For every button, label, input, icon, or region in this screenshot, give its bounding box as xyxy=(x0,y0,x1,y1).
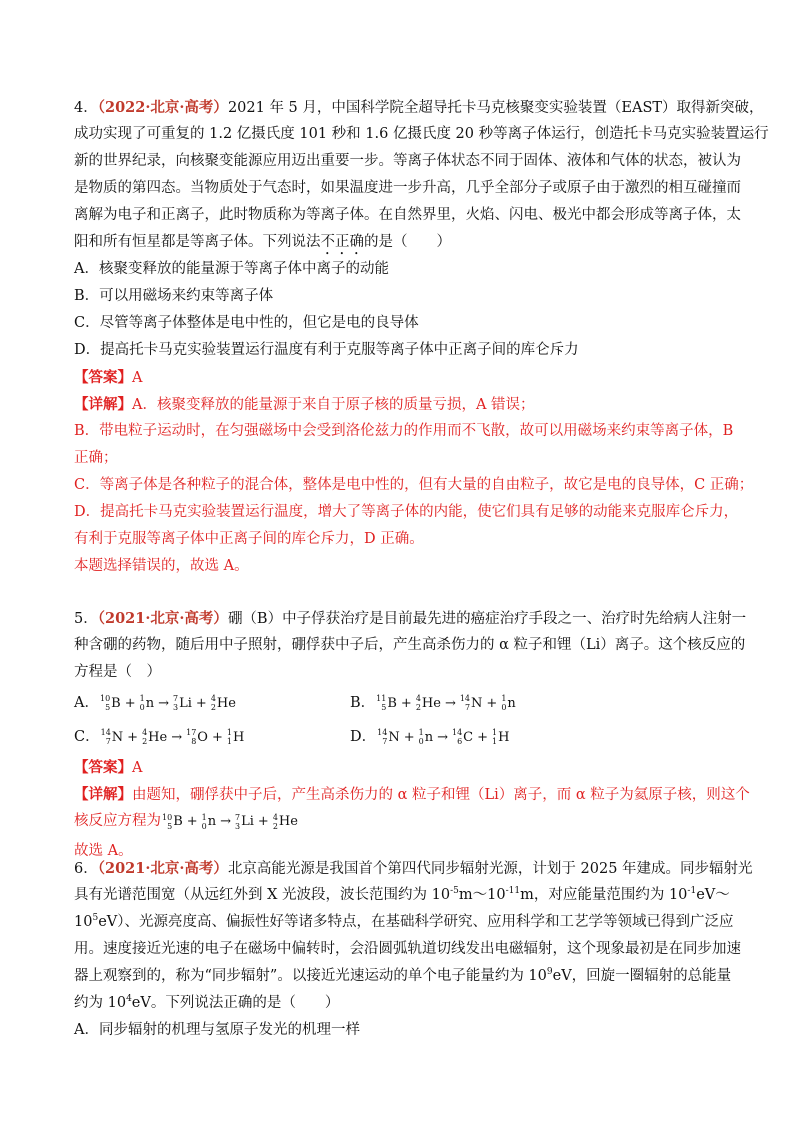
question-4 xyxy=(74,94,769,580)
q6-exponent: 9 xyxy=(546,967,553,978)
q4-source: （2022·北京·高考） xyxy=(97,99,228,116)
q6-exponent: 5 xyxy=(92,913,99,924)
nuclide: 4 2 He xyxy=(415,694,441,712)
q6-source: （2021·北京·高考） xyxy=(97,860,228,877)
nuclide: 7 3 Li xyxy=(235,812,254,831)
q5-detail-line: 故选 A。 xyxy=(74,843,133,859)
question-5 xyxy=(74,605,750,865)
q5-option-d xyxy=(350,724,626,751)
nuclide: 1 0 n xyxy=(418,728,434,746)
q6-text: 约为 10 xyxy=(74,995,127,1011)
q5-number: 5． xyxy=(74,611,98,627)
option-label: A． xyxy=(74,694,99,711)
q4-option-c: C．尽管等离子体整体是电中性的，但它是电的良导体 xyxy=(74,315,419,331)
q4-option-b: B．可以用磁场来约束等离子体 xyxy=(74,288,274,304)
answer-value: A xyxy=(132,760,143,776)
reaction-arrow-icon: → xyxy=(171,729,183,745)
nuclide: 14 7 N xyxy=(100,728,124,746)
q6-text: eV）、光源亮度高、偏振性好等诸多特点，在基础科学研究、应用科学和工艺学等领域已得到广泛应 xyxy=(98,914,734,930)
q6-text: eV，回旋一圈辐射的总能量 xyxy=(552,968,732,984)
q5-answer xyxy=(74,754,726,781)
q5-stem-line xyxy=(74,605,747,632)
option-label: D． xyxy=(350,728,377,745)
q5-option-b xyxy=(350,690,626,717)
q4-option-a: A．核聚变释放的能量源于等离子体中离子的动能 xyxy=(74,261,389,277)
detail-tag: 【详解】 xyxy=(74,396,132,413)
q4-detail-line: D．提高托卡马克实验装置运行温度，增大了等离子体的内能，使它们具有足够的动能来克服库仑斥力， xyxy=(74,504,739,520)
q5-detail-line xyxy=(74,781,750,808)
q6-stem-line xyxy=(74,963,732,990)
q6-stem-line xyxy=(74,909,734,936)
nuclide: 4 2 He xyxy=(210,694,236,712)
q6-option-a: A．同步辐射的机理与氢原子发光的机理一样 xyxy=(74,1022,360,1038)
q5-option-c xyxy=(74,724,350,751)
q4-stem-last-post: 的是（ ） xyxy=(364,234,451,250)
plus-sign: + xyxy=(486,695,498,711)
q4-emphasis: 不正确 xyxy=(320,234,364,250)
nuclide: 14 7 N xyxy=(459,694,483,712)
q4-detail-line: 本题选择错误的，故选 A。 xyxy=(74,558,249,574)
plus-sign: + xyxy=(186,814,198,829)
reaction-arrow-icon: → xyxy=(437,729,448,745)
q6-exponent: -11 xyxy=(505,886,521,897)
answer-value: A xyxy=(132,370,143,386)
q6-stem-line xyxy=(74,990,726,1017)
q4-stem-last-pre: 阳和所有恒星都是等离子体。下列说法 xyxy=(74,234,321,250)
reaction-arrow-icon: → xyxy=(158,695,170,711)
detail-tag: 【详解】 xyxy=(74,786,132,803)
plus-sign: + xyxy=(195,695,207,711)
q4-answer xyxy=(74,364,726,391)
plus-sign: + xyxy=(403,729,415,745)
nuclide: 14 6 C xyxy=(451,728,474,746)
nuclide: 11 5 B xyxy=(376,694,397,712)
option-label: C． xyxy=(74,728,100,745)
nuclide: 1 0 n xyxy=(139,694,155,712)
option-label: B． xyxy=(350,694,376,711)
q5-detail-text: 由题知，硼俘获中子后，产生高杀伤力的 α 粒子和锂（Li）离子，而 α 粒子为氦原子核，则这个 xyxy=(132,787,750,803)
q4-detail-line: C．等离子体是各种粒子的混合体，整体是电中性的，但有大量的自由粒子，故它是电的良导体，C 正确； xyxy=(74,477,754,493)
nuclide: 1 1 H xyxy=(492,728,510,746)
q4-number: 4． xyxy=(74,100,98,116)
q6-stem-text: 北京高能光源是我国首个第四代同步辐射光源，计划于 2025 年建成。同步辐射光 xyxy=(227,861,753,877)
q5-stem-text: 硼（B）中子俘获治疗是目前最先进的癌症治疗手段之一、治疗时先给病人注射一 xyxy=(227,611,747,627)
q4-stem-line: 成功实现了可重复的 1.2 亿摄氏度 101 秒和 1.6 亿摄氏度 20 秒等离子体运行，创造托卡马克实验装置运行 xyxy=(74,126,769,142)
q5-options-row xyxy=(74,720,726,754)
plus-sign: + xyxy=(477,729,489,745)
q4-detail-line: B．带电粒子运动时，在匀强磁场中会受到洛伦兹力的作用而不飞散，故可以用磁场来约束等离子体，B xyxy=(74,423,734,439)
q4-stem-line: 新的世界纪录，向核聚变能源应用迈出重要一步。等离子体状态不同于固体、液体和气体的状态，被认为 xyxy=(74,153,741,169)
q4-detail-line: 有利于克服等离子体中正离子间的库仑斥力，D 正确。 xyxy=(74,531,424,547)
nuclide: 17 8 O xyxy=(186,728,208,746)
q4-detail-line: 正确； xyxy=(74,450,118,466)
q6-text: eV。下列说法正确的是（ ） xyxy=(131,995,340,1011)
q5-options-row xyxy=(74,686,726,720)
q5-option-a xyxy=(74,690,350,717)
q5-detail-pre: 核反应方程为 xyxy=(74,813,161,829)
q6-text: 器上观察到的，称为“同步辐射”。以接近光速运动的单个电子能量约为 10 xyxy=(74,968,547,984)
nuclide: 7 3 Li xyxy=(173,694,192,712)
q5-detail-equation xyxy=(161,814,299,829)
q4-stem-text: 2021 年 5 月，中国科学院全超导托卡马克核聚变实验装置（EAST）取得新突破， xyxy=(227,100,764,116)
plus-sign: + xyxy=(127,729,139,745)
q6-exponent: -1 xyxy=(687,886,697,897)
q5-detail-line xyxy=(74,808,726,838)
nuclide: 4 2 He xyxy=(272,812,298,831)
q4-stem-line xyxy=(74,94,764,121)
q4-stem-line: 是物质的第四态。当物质处于气态时，如果温度进一步升高，几乎全部分子或原子由于激烈的相互碰撞而 xyxy=(74,180,741,196)
plus-sign: + xyxy=(257,814,269,829)
q4-detail-text: A．核聚变释放的能量源于来自于原子核的质量亏损，A 错误； xyxy=(132,397,535,413)
q6-stem-line xyxy=(74,855,753,882)
nuclide: 1 0 n xyxy=(501,694,516,712)
nuclide: 1 0 n xyxy=(201,812,217,831)
nuclide: 1 1 H xyxy=(226,728,245,746)
q5-stem-line: 种含硼的药物，随后用中子照射，硼俘获中子后，产生高杀伤力的 α 粒子和锂（Li）离子。这个核反应的 xyxy=(74,637,746,653)
q6-text: m，对应能量范围约为 10 xyxy=(520,887,688,903)
nuclide: 10 5 B xyxy=(162,812,183,831)
plus-sign: + xyxy=(124,695,136,711)
nuclide: 4 2 He xyxy=(142,728,168,746)
q4-stem-line xyxy=(74,229,726,256)
q4-detail-line xyxy=(74,391,726,418)
nuclide: 10 5 B xyxy=(99,694,121,712)
q6-text: m～10 xyxy=(458,887,506,903)
q6-exponent: 4 xyxy=(126,994,132,1005)
q6-stem-line: 用。速度接近光速的电子在磁场中偏转时，会沿圆弧轨道切线发出电磁辐射，这个现象最初是在同步加速 xyxy=(74,941,741,957)
q5-source: （2021·北京·高考） xyxy=(97,610,228,627)
reaction-arrow-icon: → xyxy=(220,814,232,829)
q6-text: 具有光谱范围宽（从远红外到 X 光波段，波长范围约为 10 xyxy=(74,887,451,903)
q4-option-d: D．提高托卡马克实验装置运行温度有利于克服等离子体中正离子间的库仑斥力 xyxy=(74,342,579,358)
q6-number: 6． xyxy=(74,861,98,877)
q6-text: eV～ xyxy=(696,887,730,903)
q6-text: 10 xyxy=(74,914,93,930)
q6-exponent: -5 xyxy=(450,886,459,897)
question-6 xyxy=(74,855,753,1044)
reaction-arrow-icon: → xyxy=(444,695,456,711)
q6-stem-line xyxy=(74,882,730,909)
q4-stem-line: 离解为电子和正离子，此时物质称为等离子体。在自然界里，火焰、闪电、极光中都会形成等离子体，太 xyxy=(74,207,741,223)
plus-sign: + xyxy=(400,695,412,711)
answer-tag: 【答案】 xyxy=(74,759,132,776)
plus-sign: + xyxy=(211,729,223,745)
nuclide: 14 7 N xyxy=(377,728,400,746)
answer-tag: 【答案】 xyxy=(74,369,132,386)
q5-stem-line: 方程是（ ） xyxy=(74,664,161,680)
